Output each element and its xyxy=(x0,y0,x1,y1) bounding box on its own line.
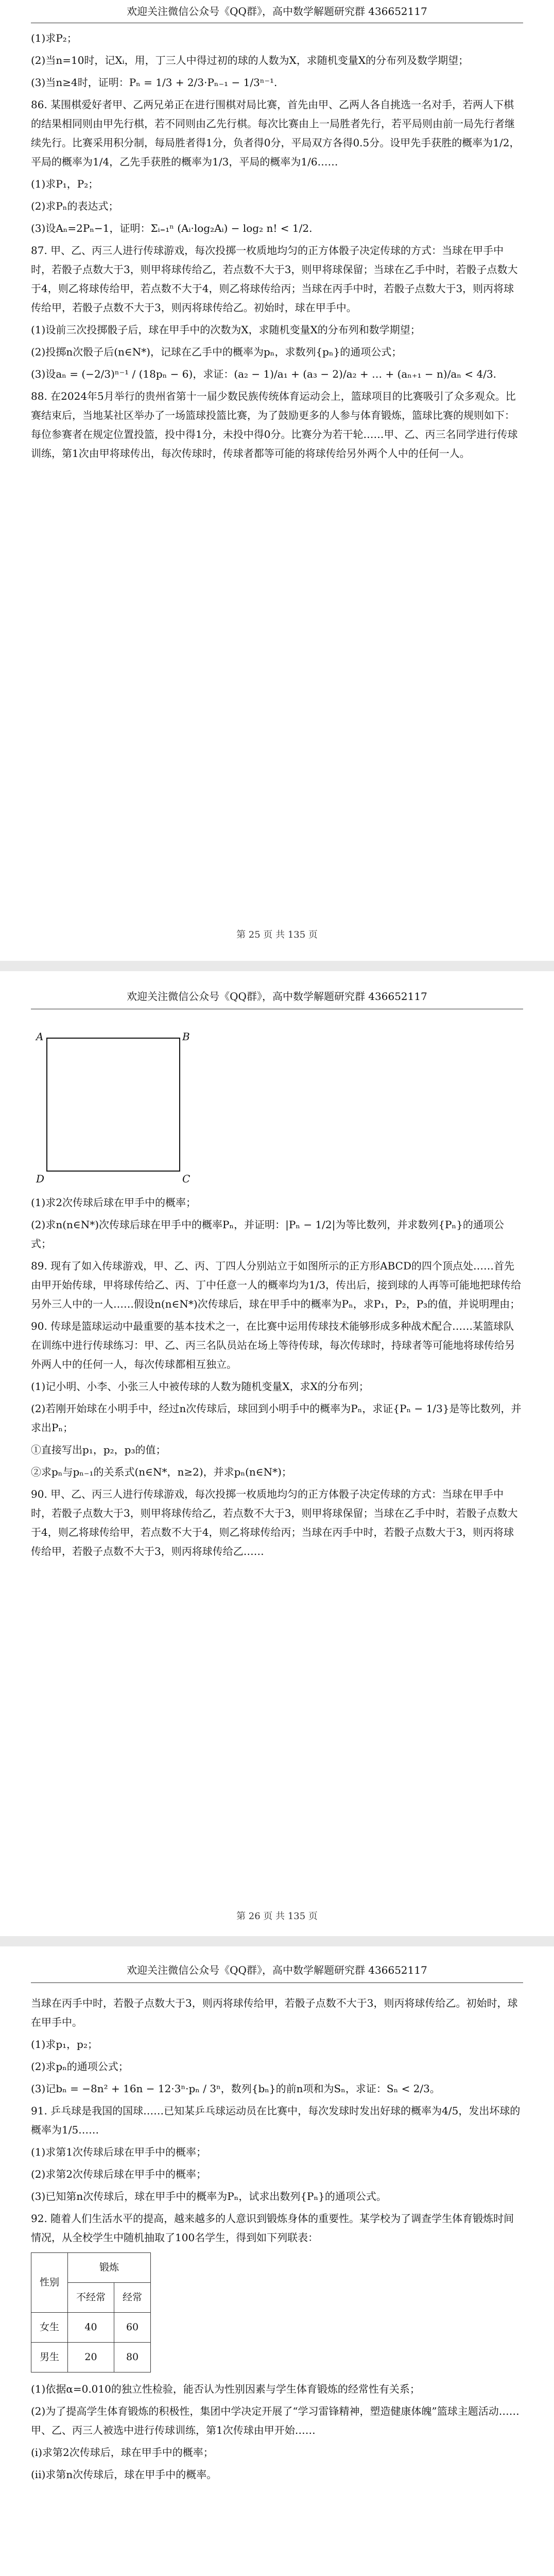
document-page-3 xyxy=(0,1947,554,2576)
page-separator xyxy=(0,1936,554,1946)
paragraph: (1)依据α=0.010的独立性检验，能否认为性别因素与学生体育锻炼的经常性有关系； xyxy=(31,2383,420,2395)
paragraph: 当球在丙手中时，若骰子点数大于3，则丙将球传给甲，若骰子点数不大于3，则丙将球传给乙。初始时，球在甲手中。 xyxy=(31,1997,518,2028)
paragraph: (1)求p₁，p₂； xyxy=(31,2038,98,2050)
paragraph: (1)设前三次投掷骰子后，球在甲手中的次数为X，求随机变量X的分布列和数学期望； xyxy=(31,324,421,336)
paragraph: (1)求P₂； xyxy=(31,32,77,44)
paragraph: (3)设Aₙ=2Pₙ−1，证明：Σᵢ₌₁ⁿ (Aᵢ·log₂Aᵢ) − log₂ n! < 1/2. xyxy=(31,222,313,234)
vertex-label-a: A xyxy=(36,1030,44,1043)
paragraph: (2)投掷n次骰子后(n∈N*)，记球在乙手中的概率为pₙ，求数列{pₙ}的通项公式； xyxy=(31,346,402,358)
paragraph: (3)当n≥4时，证明：Pₙ = 1/3 + 2/3·Pₙ₋₁ − 1/3ⁿ⁻¹. xyxy=(31,76,278,89)
document-page-1 xyxy=(0,0,554,958)
paragraph: (2)求pₙ的通项公式； xyxy=(31,2060,129,2073)
table-cell: 80 xyxy=(114,2343,151,2372)
paragraph: (2)当n=10时，记Xᵢ，用，丁三人中得过初的球的人数为X，求随机变量X的分布列及数学期望； xyxy=(31,54,469,66)
paragraph: 87. 甲、乙、丙三人进行传球游戏，每次投掷一枚质地均匀的正方体骰子决定传球的方式：当球在甲手中时，若骰子点数大于3，则甲将球传给乙，若点数不大于3，则甲将球保留；当球在乙手中时，若骰子点数大于4，则乙将球传给甲，若点数不大于4，则乙将球传给丙；当球在丙手中时，若骰子点数大于3，则丙将球传给甲，若骰子点数不大于3，则丙将球传给乙。初始时，球在甲手中。 xyxy=(31,244,518,314)
table-row xyxy=(31,2343,151,2372)
table-header-cell: 不经常 xyxy=(68,2283,114,2313)
paragraph: (ii)求第n次传球后，球在甲手中的概率。 xyxy=(31,2468,217,2481)
table-header-cell: 经常 xyxy=(114,2283,151,2313)
paragraph: ②求pₙ与pₙ₋₁的关系式(n∈N*，n≥2)，并求pₙ(n∈N*)； xyxy=(31,1466,292,1478)
table-cell: 20 xyxy=(68,2343,114,2372)
page-separator xyxy=(0,961,554,971)
document-page-2 xyxy=(0,974,554,1937)
paragraph: ①直接写出p₁，p₂，p₃的值； xyxy=(31,1444,166,1456)
paragraph: (2)求Pₙ的表达式； xyxy=(31,200,119,212)
vertex-label-b: B xyxy=(182,1030,190,1043)
page-body xyxy=(31,29,523,466)
paragraph: (2)为了提高学生体育锻炼的积极性，集团中学决定开展了“学习雷锋精神，塑造健康体魄”篮球主题活动……甲、乙、丙三人被选中进行传球训练，第1次传球由甲开始…… xyxy=(31,2405,520,2436)
paragraph: 90. 传球是篮球运动中最重要的基本技术之一，在比赛中运用传球技术能够形成多种战术配合……某篮球队在训练中进行传球练习：甲、乙、丙三名队员站在场上等待传球，每次传球时，持球者等可能地将球传给另外两人中的任何一人，每次传球都相互独立。 xyxy=(31,1320,515,1370)
paragraph: (3)已知第n次传球后，球在甲手中的概率为Pₙ，试求出数列{Pₙ}的通项公式。 xyxy=(31,2190,387,2202)
paragraph: (i)求第2次传球后，球在甲手中的概率； xyxy=(31,2446,214,2459)
paragraph: (2)求n(n∈N*)次传球后球在甲手中的概率Pₙ，并证明：|Pₙ − 1/2|为等比数列，并求数列{Pₙ}的通项公式； xyxy=(31,1218,504,1250)
vertex-label-d: D xyxy=(36,1173,45,1185)
paragraph: 90. 甲、乙、丙三人进行传球游戏，每次投掷一枚质地均匀的正方体骰子决定传球的方式：当球在甲手中时，若骰子点数大于3，则甲将球传给乙，若点数不大于3，则甲将球保留；当球在乙手中时，若骰子点数大于4，则乙将球传给甲，若点数不大于4，则乙将球传给丙；当球在丙手中时，若骰子点数大于3，则丙将球传给甲，若骰子点数不大于3，则丙将球传给乙…… xyxy=(31,1488,518,1557)
table-cell: 60 xyxy=(114,2313,151,2343)
paragraph: (3)记bₙ = −8n² + 16n − 12·3ⁿ·pₙ / 3ⁿ，数列{bₙ}的前n项和为Sₙ，求证：Sₙ < 2/3。 xyxy=(31,2082,440,2095)
paragraph: (3)设aₙ = (−2/3)ⁿ⁻¹ / (18pₙ − 6)，求证：(a₂ − 1)/a₁ + (a₃ − 2)/a₂ + … + (aₙ₊₁ − n)/aₙ < 4/3. xyxy=(31,368,497,380)
table-cell: 男生 xyxy=(31,2343,68,2372)
paragraph: (1)求P₁，P₂； xyxy=(31,178,99,190)
page-header: 欢迎关注微信公众号《QQ群》，高中数学解题研究群 436652117 xyxy=(31,1958,523,1983)
page-footer: 第 25 页 共 135 页 xyxy=(236,929,318,940)
paragraph: (2)求第2次传球后球在甲手中的概率； xyxy=(31,2168,207,2180)
paragraph: 88. 在2024年5月举行的贵州省第十一届少数民族传统体育运动会上，篮球项目的比赛吸引了众多观众。比赛结束后，当地某社区举办了一场篮球投篮比赛，为了鼓励更多的人参与体育锻炼，篮球比赛的规则如下：每位参赛者在规定位置投篮，投中得1分，未投中得0分。比赛分为若干轮……甲、乙、丙三名同学进行传球训练，第1次由甲将球传出，每次传球时，传球者都等可能的将球传给另外两个人中的任何一人。 xyxy=(31,390,518,460)
table-row xyxy=(31,2313,151,2343)
square-abcd-diagram xyxy=(36,1027,191,1185)
paragraph: (1)记小明、小李、小张三人中被传球的人数为随机变量X，求X的分布列； xyxy=(31,1380,369,1393)
paragraph: (2)若刚开始球在小明手中，经过n次传球后，球回到小明手中的概率为Pₙ，求证{Pₙ − 1/3}是等比数列，并求出Pₙ； xyxy=(31,1402,522,1434)
contingency-table xyxy=(31,2252,151,2372)
paragraph: (1)求第1次传球后球在甲手中的概率； xyxy=(31,2146,207,2158)
square-outline xyxy=(46,1038,180,1172)
page-body xyxy=(31,1020,523,1564)
paragraph: 92. 随着人们生活水平的提高，越来越多的人意识到锻炼身体的重要性。某学校为了调查学生体育锻炼时间情况，从全校学生中随机抽取了100名学生，得到如下列联表： xyxy=(31,2212,514,2244)
table-header-cell: 性别 xyxy=(31,2253,68,2313)
table-cell: 女生 xyxy=(31,2313,68,2343)
table-header-cell: 锻炼 xyxy=(68,2253,151,2283)
paragraph: 89. 现有了如入传球游戏，甲、乙、丙、丁四人分别站立于如图所示的正方形ABCD的四个顶点处……首先由甲开始传球，甲将球传给乙、丙、丁中任意一人的概率均为1/3，传出后，接到球的人再等可能地把球传给另外三人中的一人……假设n(n∈N*)次传球后，球在甲手中的概率为Pₙ，求P₁，P₂，P₃的值，并说明理由； xyxy=(31,1260,522,1310)
paragraph: 91. 乒乓球是我国的国球……已知某乒乓球运动员在比赛中，每次发球时发出好球的概率为4/5，发出坏球的概率为1/5…… xyxy=(31,2105,521,2136)
vertex-label-c: C xyxy=(182,1173,191,1185)
paragraph: (1)求2次传球后球在甲手中的概率； xyxy=(31,1196,197,1209)
page-footer: 第 26 页 共 135 页 xyxy=(236,1911,318,1922)
page-header: 欢迎关注微信公众号《QQ群》，高中数学解题研究群 436652117 xyxy=(31,984,523,1009)
paragraph: 86. 某围棋爱好者甲、乙两兄弟正在进行围棋对局比赛，首先由甲、乙两人各自挑选一名对手，若两人下棋的结果相同则由甲先行棋，若不同则由乙先行棋。每次比赛由上一局胜者先行，若平局则由前一局先行者继续先行。比赛采用积分制，每局胜者得1分，负者得0分，平局双方各得0.5分。设甲先手获胜的概率为1/2，平局的概率为1/4，乙先手获胜的概率为1/3，平局的概率为1/6…… xyxy=(31,98,520,168)
page-body xyxy=(31,1994,523,2487)
page-header: 欢迎关注微信公众号《QQ群》，高中数学解题研究群 436652117 xyxy=(31,0,523,23)
table-cell: 40 xyxy=(68,2313,114,2343)
